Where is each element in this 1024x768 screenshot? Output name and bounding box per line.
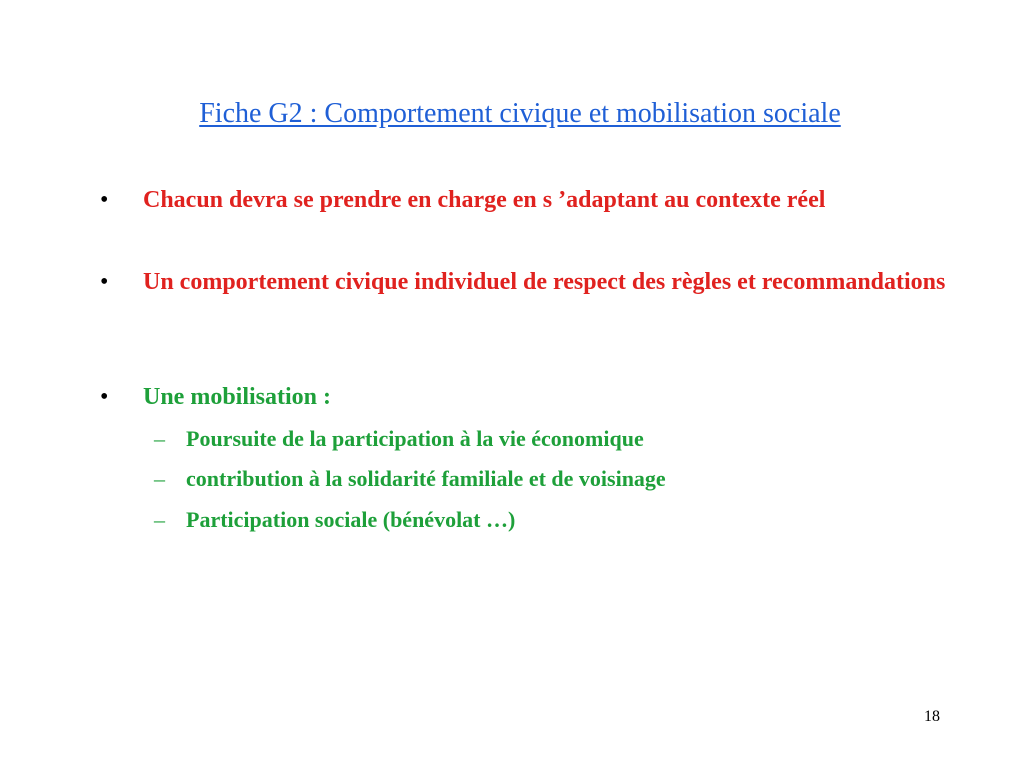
slide-title: Fiche G2 : Comportement civique et mobilisation sociale (199, 98, 841, 129)
bullet-item (100, 266, 980, 298)
bullet-text: Une mobilisation : (143, 384, 332, 410)
sub-bullet-text: Poursuite de la participation à la vie économique (186, 426, 644, 451)
bullet-text: Chacun devra se prendre en charge en s ’adaptant au contexte réel (143, 187, 826, 213)
sub-bullet-marker: – (154, 507, 165, 532)
sub-bullet-text: contribution à la solidarité familiale et de voisinage (186, 466, 666, 491)
sub-bullet-item (154, 424, 974, 454)
sub-bullet-marker: – (154, 426, 165, 451)
bullet-marker: • (100, 187, 109, 213)
sub-bullet-text: Participation sociale (bénévolat …) (186, 507, 516, 532)
bullet-item (100, 184, 980, 216)
sub-bullet-item (154, 505, 974, 535)
bullet-marker: • (100, 269, 109, 295)
bullet-marker: • (100, 384, 109, 410)
sub-bullet-item (154, 464, 974, 494)
bullet-item (100, 381, 980, 413)
page-number: 18 (924, 708, 940, 725)
bullet-text: Un comportement civique individuel de respect des règles et recommandations (143, 269, 946, 295)
sub-bullet-marker: – (154, 466, 165, 491)
